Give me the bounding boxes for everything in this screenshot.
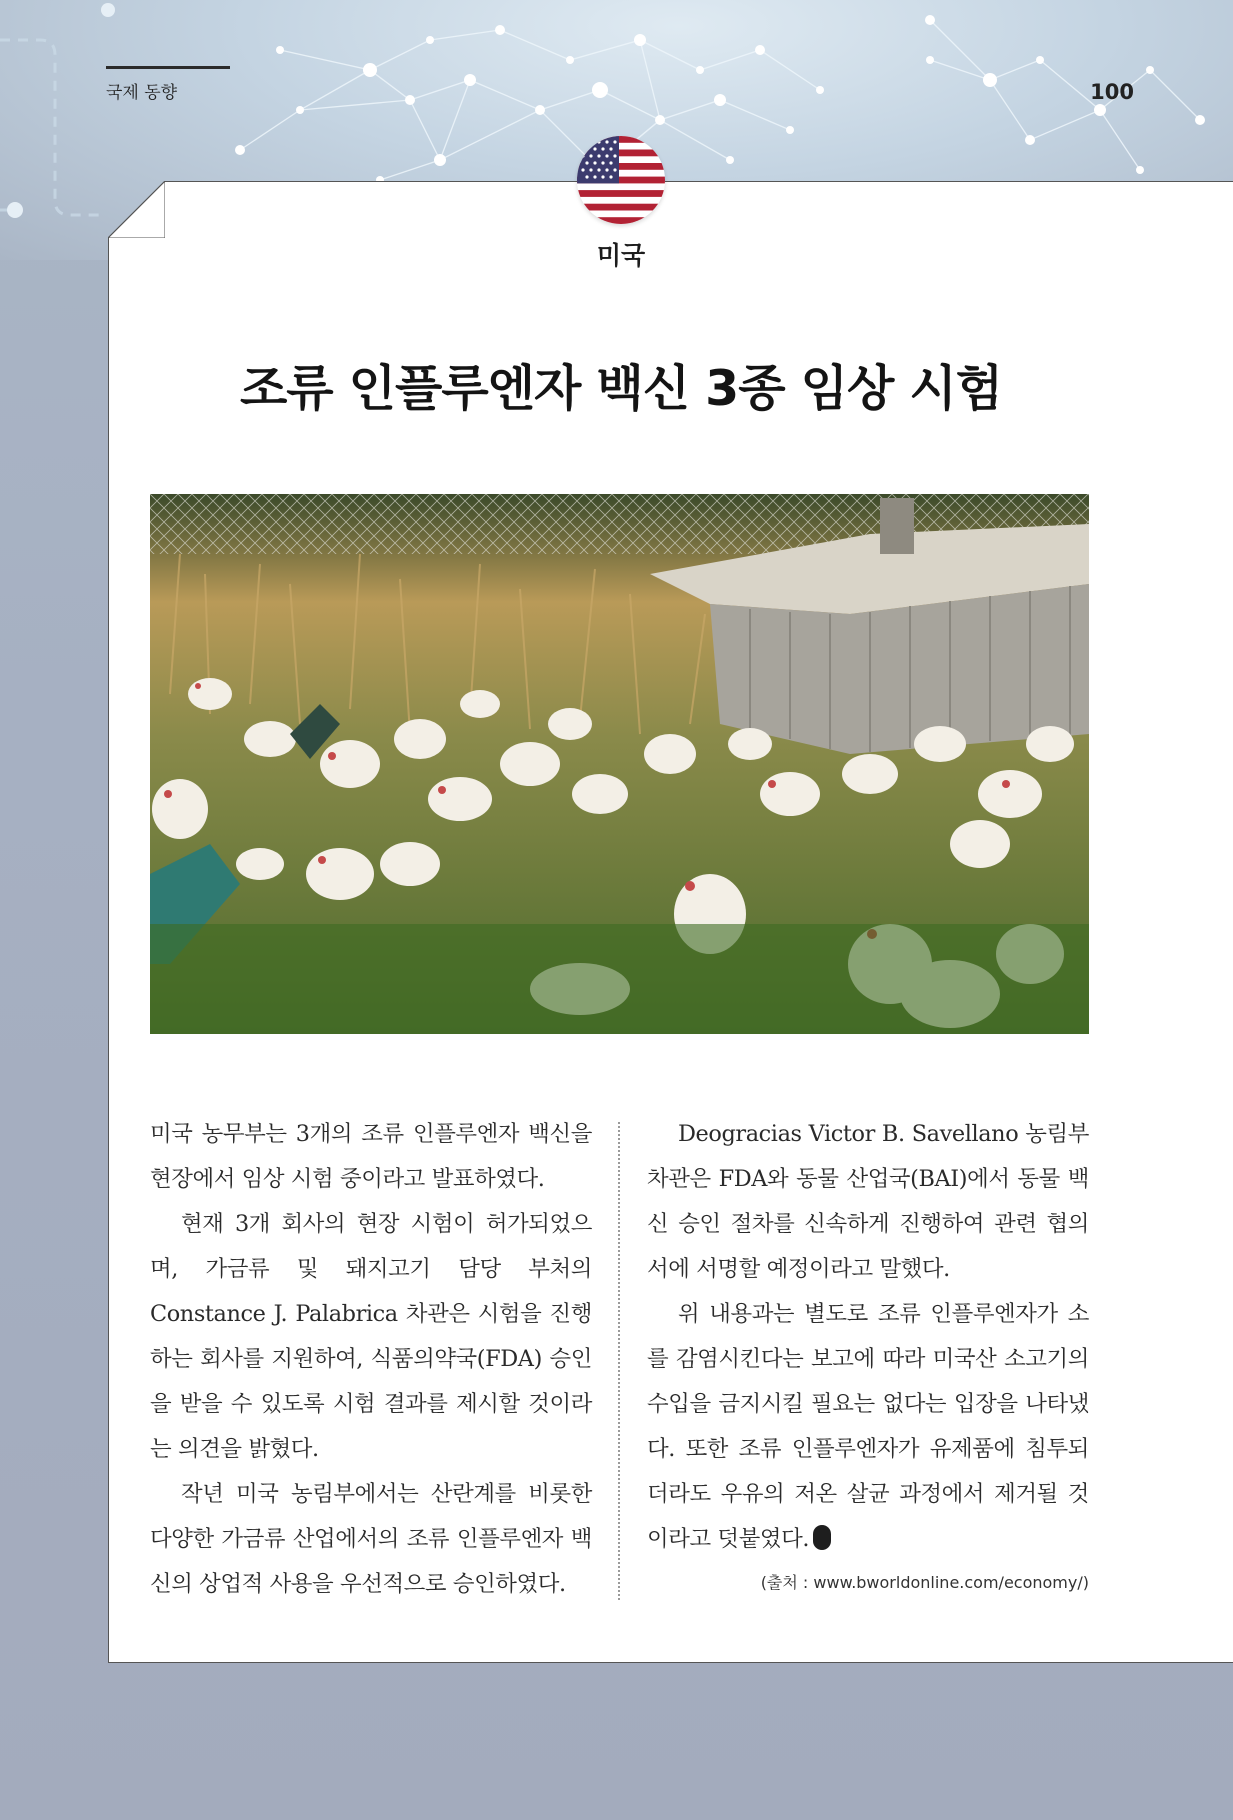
paragraph: 작년 미국 농림부에서는 산란계를 비롯한 다양한 가금류 산업에서의 조류 인플루엔자 백신의 상업적 사용을 우선적으로 승인하였다. xyxy=(150,1481,592,1597)
article-title: 조류 인플루엔자 백신 3종 임상 시험 xyxy=(239,360,1003,417)
column-divider xyxy=(618,1122,620,1600)
source-citation: (출처 : www.bworldonline.com/economy/) xyxy=(760,1573,1089,1592)
paragraph xyxy=(647,1292,1089,1562)
country-label: 미국 xyxy=(596,241,646,270)
chicken-farm-photo xyxy=(150,494,1089,1034)
us-flag-icon xyxy=(577,136,665,224)
section-label: 국제 동향 xyxy=(106,83,178,103)
article-right-column xyxy=(647,1112,1089,1562)
header-rule xyxy=(106,66,230,69)
paragraph-text: 위 내용과는 별도로 조류 인플루엔자가 소를 감염시킨다는 보고에 따라 미국산 소고기의 수입을 금지시킬 필요는 없다는 입장을 나타냈다. 또한 조류 인플루엔자가 유제품에 침투되더라도 우유의 저온 살균 과정에서 제거될 것이라고 덧붙였다. xyxy=(647,1301,1089,1552)
article-end-icon xyxy=(813,1525,831,1550)
page-fold-corner xyxy=(108,181,165,238)
article-left-column xyxy=(150,1112,592,1607)
paragraph: 현재 3개 회사의 현장 시험이 허가되었으며, 가금류 및 돼지고기 담당 부처의 Constance J. Palabrica 차관은 시험을 진행하는 회사를 지원하여, 식품의약국(FDA) 승인을 받을 수 있도록 시험 결과를 제시할 것이라는 의견을 밝혔다. xyxy=(150,1211,592,1462)
card-edge xyxy=(108,238,109,1662)
paragraph: Deogracias Victor B. Savellano 농림부 차관은 FDA와 동물 산업국(BAI)에서 동물 백신 승인 절차를 신속하게 진행하여 관련 협의서에 서명할 예정이라고 말했다. xyxy=(647,1121,1089,1282)
paragraph: 미국 농무부는 3개의 조류 인플루엔자 백신을 현장에서 임상 시험 중이라고 발표하였다. xyxy=(150,1121,592,1192)
page-number: 100 xyxy=(1090,80,1134,104)
